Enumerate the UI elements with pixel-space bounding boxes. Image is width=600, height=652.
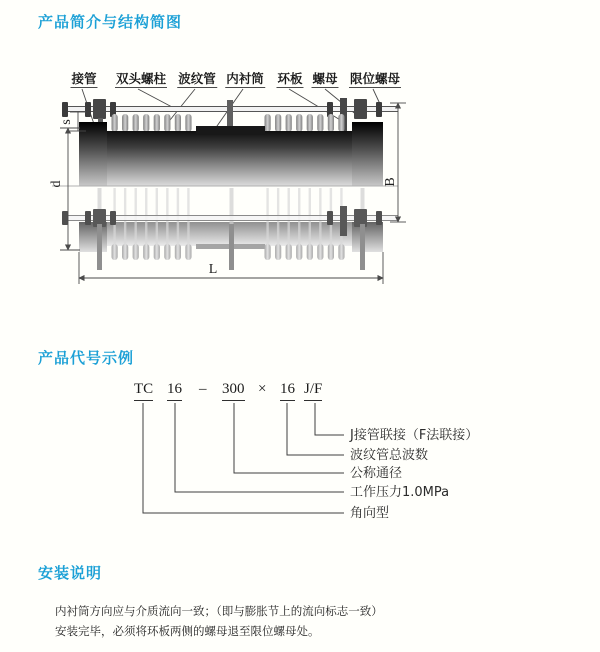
callout-diameter: 公称通径 xyxy=(350,466,403,481)
dim-label-d: d xyxy=(49,180,64,188)
section-title-code: 产品代号示例 xyxy=(38,349,135,367)
part-label-huanban: 环板 xyxy=(277,71,303,86)
code-seg-pressure: 16 xyxy=(167,381,182,401)
part-label-luomu: 螺母 xyxy=(312,71,338,86)
part-label-shuangtouluozhu: 双头螺柱 xyxy=(115,71,167,86)
dim-label-B: B xyxy=(383,177,398,187)
code-seg-dash: – xyxy=(199,381,207,397)
part-label-xianweiluomu: 限位螺母 xyxy=(349,71,401,86)
install-paragraph xyxy=(55,601,383,641)
section-title-intro: 产品简介与结构简图 xyxy=(38,13,183,31)
expansion-joint-drawing xyxy=(40,60,420,300)
part-label-jieguan: 接管 xyxy=(71,71,97,86)
dim-label-s: s xyxy=(59,119,74,125)
install-line-2: 安装完毕，必须将环板两侧的螺母退至限位螺母处。 xyxy=(55,624,320,638)
structure-diagram xyxy=(40,60,420,300)
code-seg-type: TC xyxy=(134,381,153,401)
code-seg-diameter: 300 xyxy=(222,381,245,401)
dim-label-L: L xyxy=(208,262,218,277)
code-seg-connection: J/F xyxy=(304,381,322,401)
callout-waves: 波纹管总波数 xyxy=(350,448,429,463)
part-label-neichentong: 内衬筒 xyxy=(226,71,264,86)
code-seg-times: × xyxy=(258,381,267,397)
joint-body-upper xyxy=(79,122,383,186)
callout-type: 角向型 xyxy=(350,506,390,521)
section-title-install: 安装说明 xyxy=(38,564,103,582)
code-connector-lines xyxy=(0,380,600,540)
code-seg-waves: 16 xyxy=(280,381,295,401)
install-line-1: 内衬筒方向应与介质流向一致；（即与膨胀节上的流向标志一致） xyxy=(55,604,383,618)
part-label-bowenguan: 波纹管 xyxy=(178,71,216,86)
callout-pressure: 工作压力1.0MPa xyxy=(350,485,450,500)
callout-connection: J接管联接（F法联接） xyxy=(350,428,479,443)
